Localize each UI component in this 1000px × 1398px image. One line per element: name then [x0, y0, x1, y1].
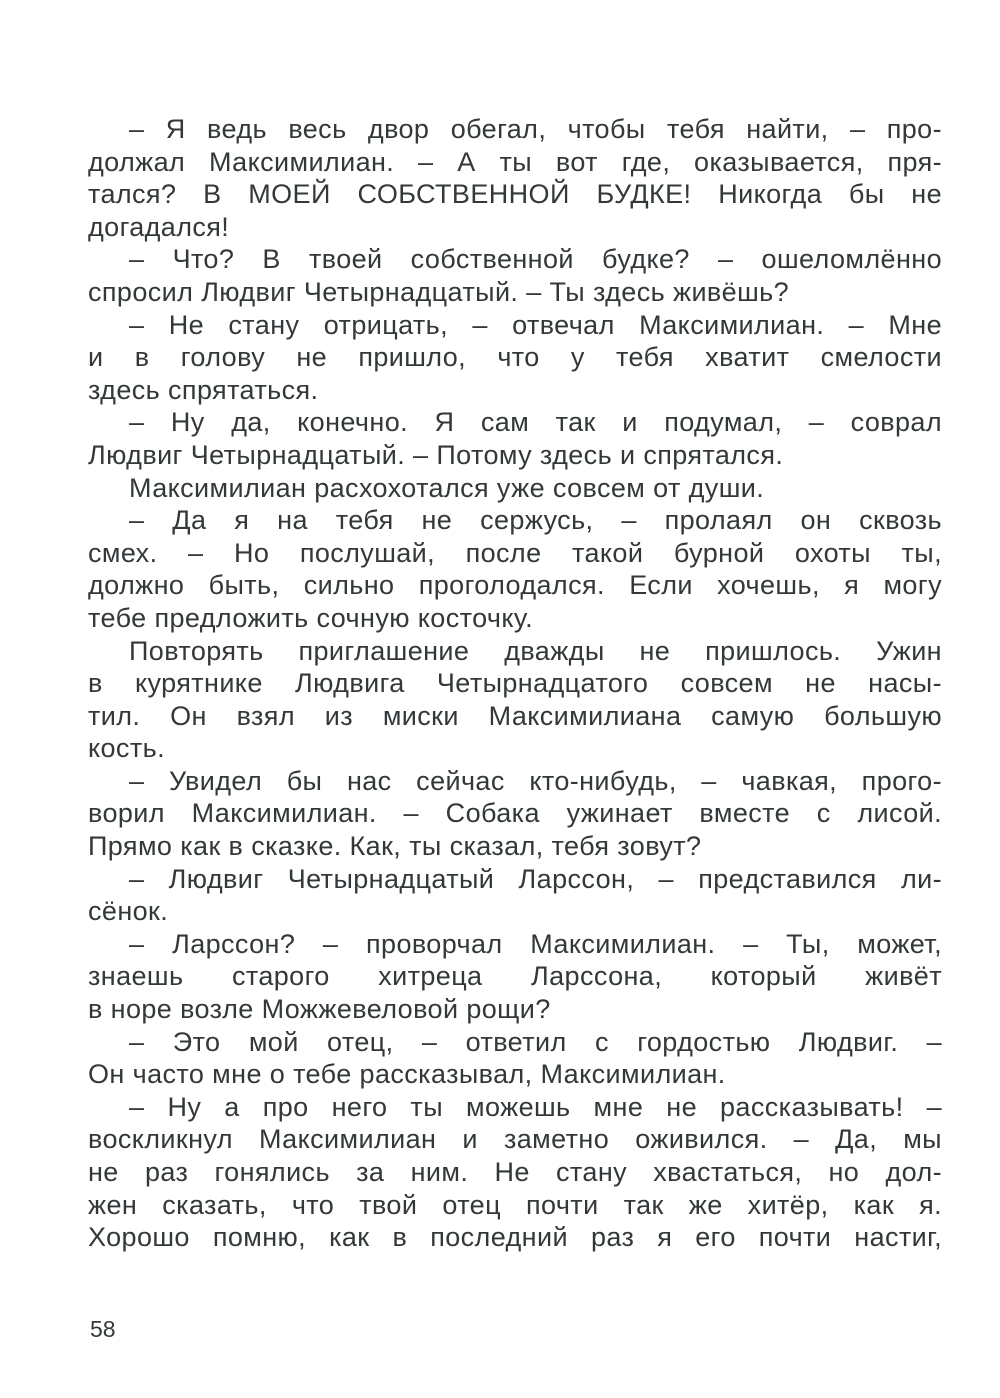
text-line: не раз гонялись за ним. Не стану хвастаться, но дол- — [88, 1157, 942, 1187]
text-line: воскликнул Максимилиан и заметно оживился. – Да, мы — [88, 1124, 942, 1155]
text-line: – Ну а про него ты можешь мне не рассказывать! – — [129, 1091, 942, 1122]
text-line: – Увидел бы нас сейчас кто-нибудь, – чавкая, прого- — [129, 765, 942, 796]
text-line: – Это мой отец, – ответил с гордостью Людвиг. – — [129, 1026, 942, 1057]
text-line: – Что? В твоей собственной будке? – ошеломлённо — [129, 244, 942, 275]
text-line: – Людвиг Четырнадцатый Ларссон, – представился ли- — [129, 863, 942, 894]
text-line: в курятнике Людвига Четырнадцатого совсем не насы- — [88, 668, 942, 699]
text-line: Людвиг Четырнадцатый. – Потому здесь и спрятался. — [88, 439, 784, 470]
text-line: Максимилиан расхохотался уже совсем от души. — [129, 472, 765, 503]
text-line: смех. – Но послушай, после такой бурной охоты ты, — [88, 537, 942, 568]
text-line: кость. — [88, 733, 165, 764]
text-line: и в голову не пришло, что у тебя хватит смелости — [88, 342, 942, 373]
text-line: должал Максимилиан. – А ты вот где, оказывается, пря- — [88, 146, 942, 177]
text-line: – Да я на тебя не сержусь, – пролаял он сквозь — [129, 505, 942, 536]
text-line: догадался! — [88, 211, 230, 242]
text-line: знаешь старого хитреца Ларссона, который живёт — [88, 961, 942, 992]
text-line: – Я ведь весь двор обегал, чтобы тебя найти, – про- — [129, 114, 942, 144]
text-line: Хорошо помню, как в последний раз я его почти настиг, — [88, 1222, 942, 1253]
text-line: – Не стану отрицать, – отвечал Максимилиан. – Мне — [129, 309, 942, 340]
text-line: тил. Он взял из миски Максимилиана самую большую — [88, 700, 942, 731]
text-line: – Ларссон? – проворчал Максимилиан. – Ты, может, — [129, 928, 942, 959]
text-line: тался? В МОЕЙ СОБСТВЕННОЙ БУДКЕ! Никогда бы не — [88, 179, 942, 210]
page-number: 58 — [90, 1316, 116, 1342]
text-line: здесь спрятаться. — [88, 374, 319, 405]
text-line: Он часто мне о тебе рассказывал, Максимилиан. — [88, 1059, 726, 1090]
text-line: ворил Максимилиан. – Собака ужинает вместе с лисой. — [88, 798, 942, 829]
page-body-text — [88, 113, 942, 1254]
text-line: жен сказать, что твой отец почти так же хитёр, как я. — [88, 1189, 942, 1220]
text-line: Повторять приглашение дважды не пришлось. Ужин — [129, 635, 942, 666]
text-line: тебе предложить сочную косточку. — [88, 602, 533, 633]
text-line: Прямо как в сказке. Как, ты сказал, тебя зовут? — [88, 831, 702, 862]
text-line: спросил Людвиг Четырнадцатый. – Ты здесь живёшь? — [88, 276, 790, 307]
text-line: в норе возле Можжевеловой рощи? — [88, 994, 551, 1025]
text-line: должно быть, сильно проголодался. Если хочешь, я могу — [88, 570, 942, 601]
text-line: сёнок. — [88, 896, 169, 927]
text-line: – Ну да, конечно. Я сам так и подумал, – соврал — [129, 407, 942, 438]
